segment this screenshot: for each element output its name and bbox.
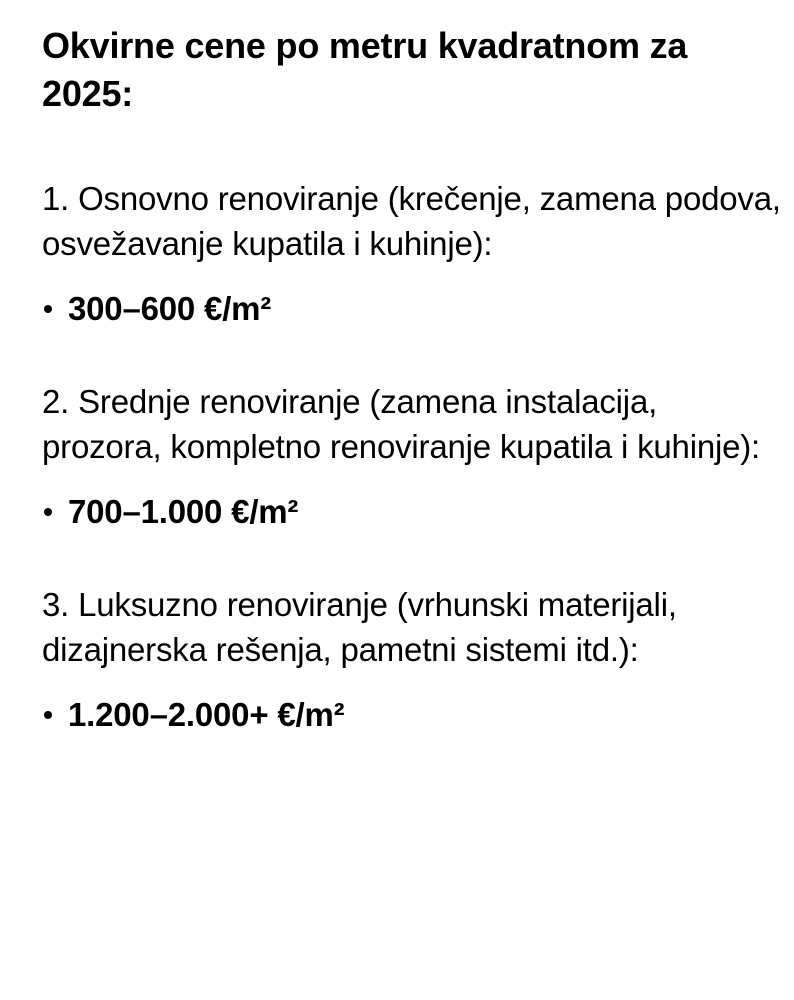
price-value: 300–600 €/m² xyxy=(68,290,272,327)
spacer xyxy=(42,469,782,489)
document xyxy=(42,22,782,737)
section-heading: 1. Osnovno renoviranje (krečenje, zamena podova, osvežavanje kupatila i kuhinje): xyxy=(42,180,781,262)
price-item xyxy=(42,692,782,737)
spacer xyxy=(42,672,782,692)
spacer xyxy=(42,331,782,379)
price-value: 700–1.000 €/m² xyxy=(68,493,299,530)
spacer xyxy=(42,534,782,582)
section-heading: 2. Srednje renoviranje (zamena instalacija, prozora, kompletno renoviranje kupatila i kuhinje): xyxy=(42,383,761,465)
price-value: 1.200–2.000+ €/m² xyxy=(68,696,345,733)
bullet-icon xyxy=(44,711,52,719)
page-title: Okvirne cene po metru kvadratnom za 2025: xyxy=(42,25,688,114)
section-medium xyxy=(42,379,782,534)
bullet-icon xyxy=(44,305,52,313)
spacer xyxy=(42,266,782,286)
section-luxury xyxy=(42,582,782,737)
price-item xyxy=(42,286,782,331)
section-basic xyxy=(42,176,782,331)
bullet-icon xyxy=(44,508,52,516)
section-heading: 3. Luksuzno renoviranje (vrhunski materijali, dizajnerska rešenja, pametni sistemi itd.): xyxy=(42,586,677,668)
spacer xyxy=(42,118,782,176)
price-item xyxy=(42,489,782,534)
